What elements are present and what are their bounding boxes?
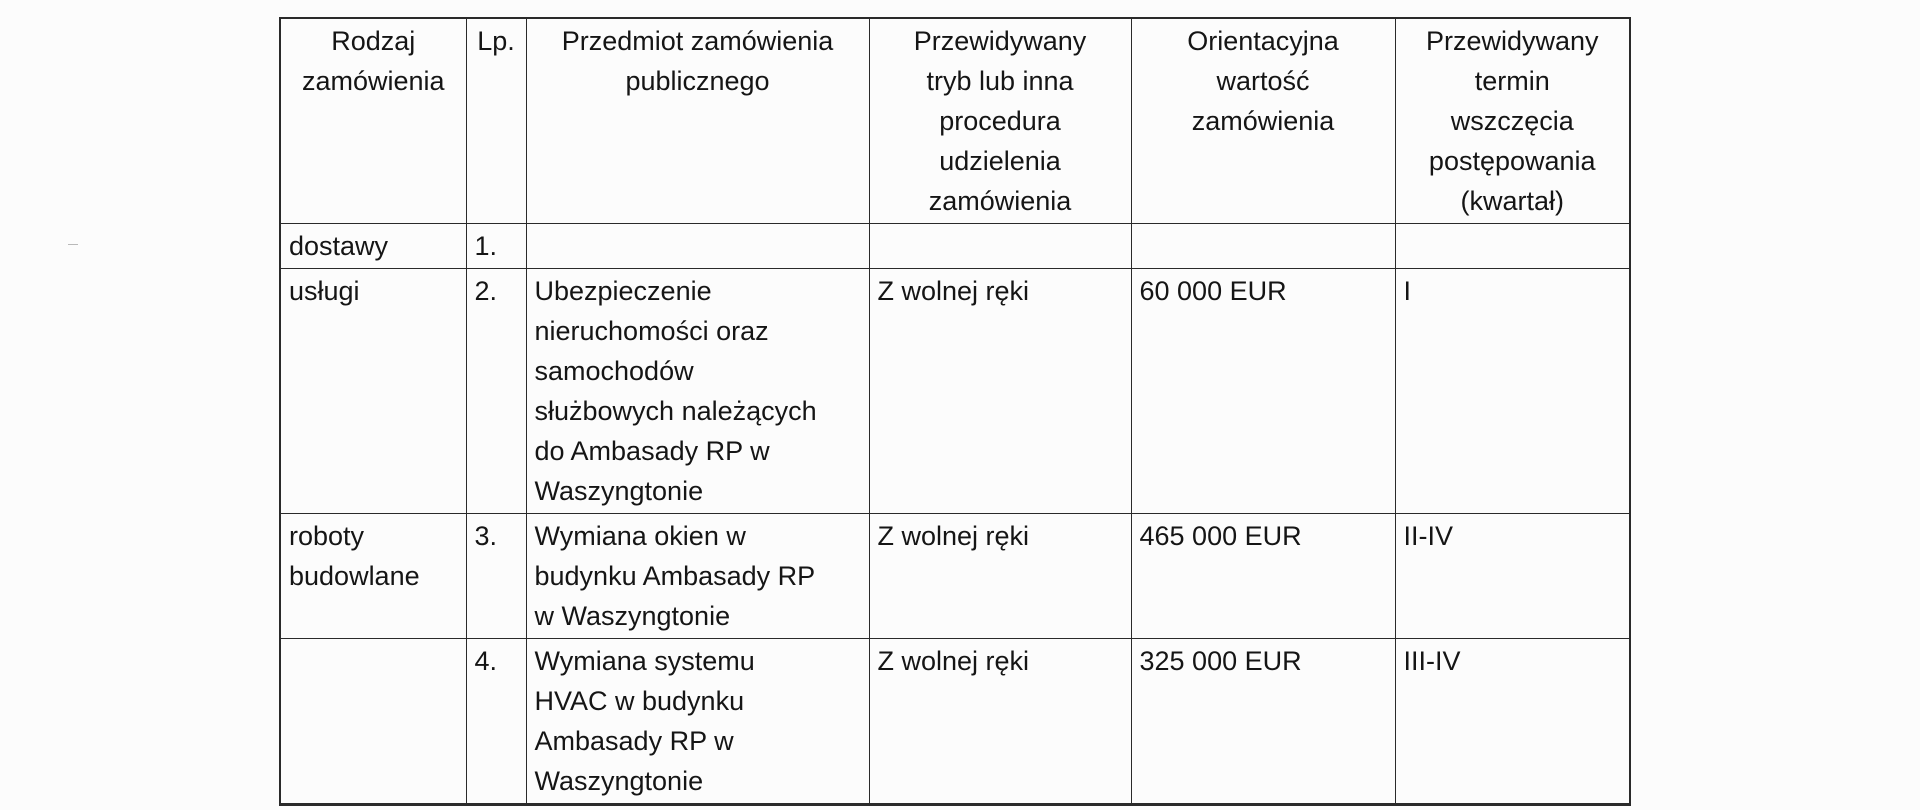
cell-value <box>1131 224 1395 269</box>
cell-order-type: dostawy <box>280 224 466 269</box>
cell-subject: Wymiana systemu HVAC w budynku Ambasady RP w Waszyngtonie <box>526 639 869 805</box>
header-lp: Lp. <box>466 18 526 224</box>
cell-term <box>1395 224 1630 269</box>
header-term: Przewidywany termin wszczęcia postępowania (kwartał) <box>1395 18 1630 224</box>
cell-value: 465 000 EUR <box>1131 514 1395 639</box>
scan-artifact-mark <box>68 244 78 245</box>
cell-order-type: usługi <box>280 269 466 514</box>
table-row <box>280 224 1630 269</box>
cell-subject: Ubezpieczenie nieruchomości oraz samochodów służbowych należących do Ambasady RP w Waszyngtonie <box>526 269 869 514</box>
procurement-plan-table <box>279 17 1631 806</box>
cell-lp: 4. <box>466 639 526 805</box>
cell-lp: 1. <box>466 224 526 269</box>
cell-order-type: roboty budowlane <box>280 514 466 639</box>
cell-term: II-IV <box>1395 514 1630 639</box>
cell-value: 60 000 EUR <box>1131 269 1395 514</box>
cell-lp: 2. <box>466 269 526 514</box>
cell-procedure: Z wolnej ręki <box>869 639 1131 805</box>
cell-order-type <box>280 639 466 805</box>
cell-value: 325 000 EUR <box>1131 639 1395 805</box>
header-subject: Przedmiot zamówienia publicznego <box>526 18 869 224</box>
cell-subject <box>526 224 869 269</box>
header-procedure: Przewidywany tryb lub inna procedura udzielenia zamówienia <box>869 18 1131 224</box>
cell-term: III-IV <box>1395 639 1630 805</box>
header-value: Orientacyjna wartość zamówienia <box>1131 18 1395 224</box>
header-order-type: Rodzaj zamówienia <box>280 18 466 224</box>
cell-procedure: Z wolnej ręki <box>869 269 1131 514</box>
cell-subject: Wymiana okien w budynku Ambasady RP w Waszyngtonie <box>526 514 869 639</box>
table-row <box>280 639 1630 805</box>
table-row <box>280 514 1630 639</box>
cell-term: I <box>1395 269 1630 514</box>
cell-procedure: Z wolnej ręki <box>869 514 1131 639</box>
table-row <box>280 269 1630 514</box>
cell-lp: 3. <box>466 514 526 639</box>
header-row <box>280 18 1630 224</box>
cell-procedure <box>869 224 1131 269</box>
